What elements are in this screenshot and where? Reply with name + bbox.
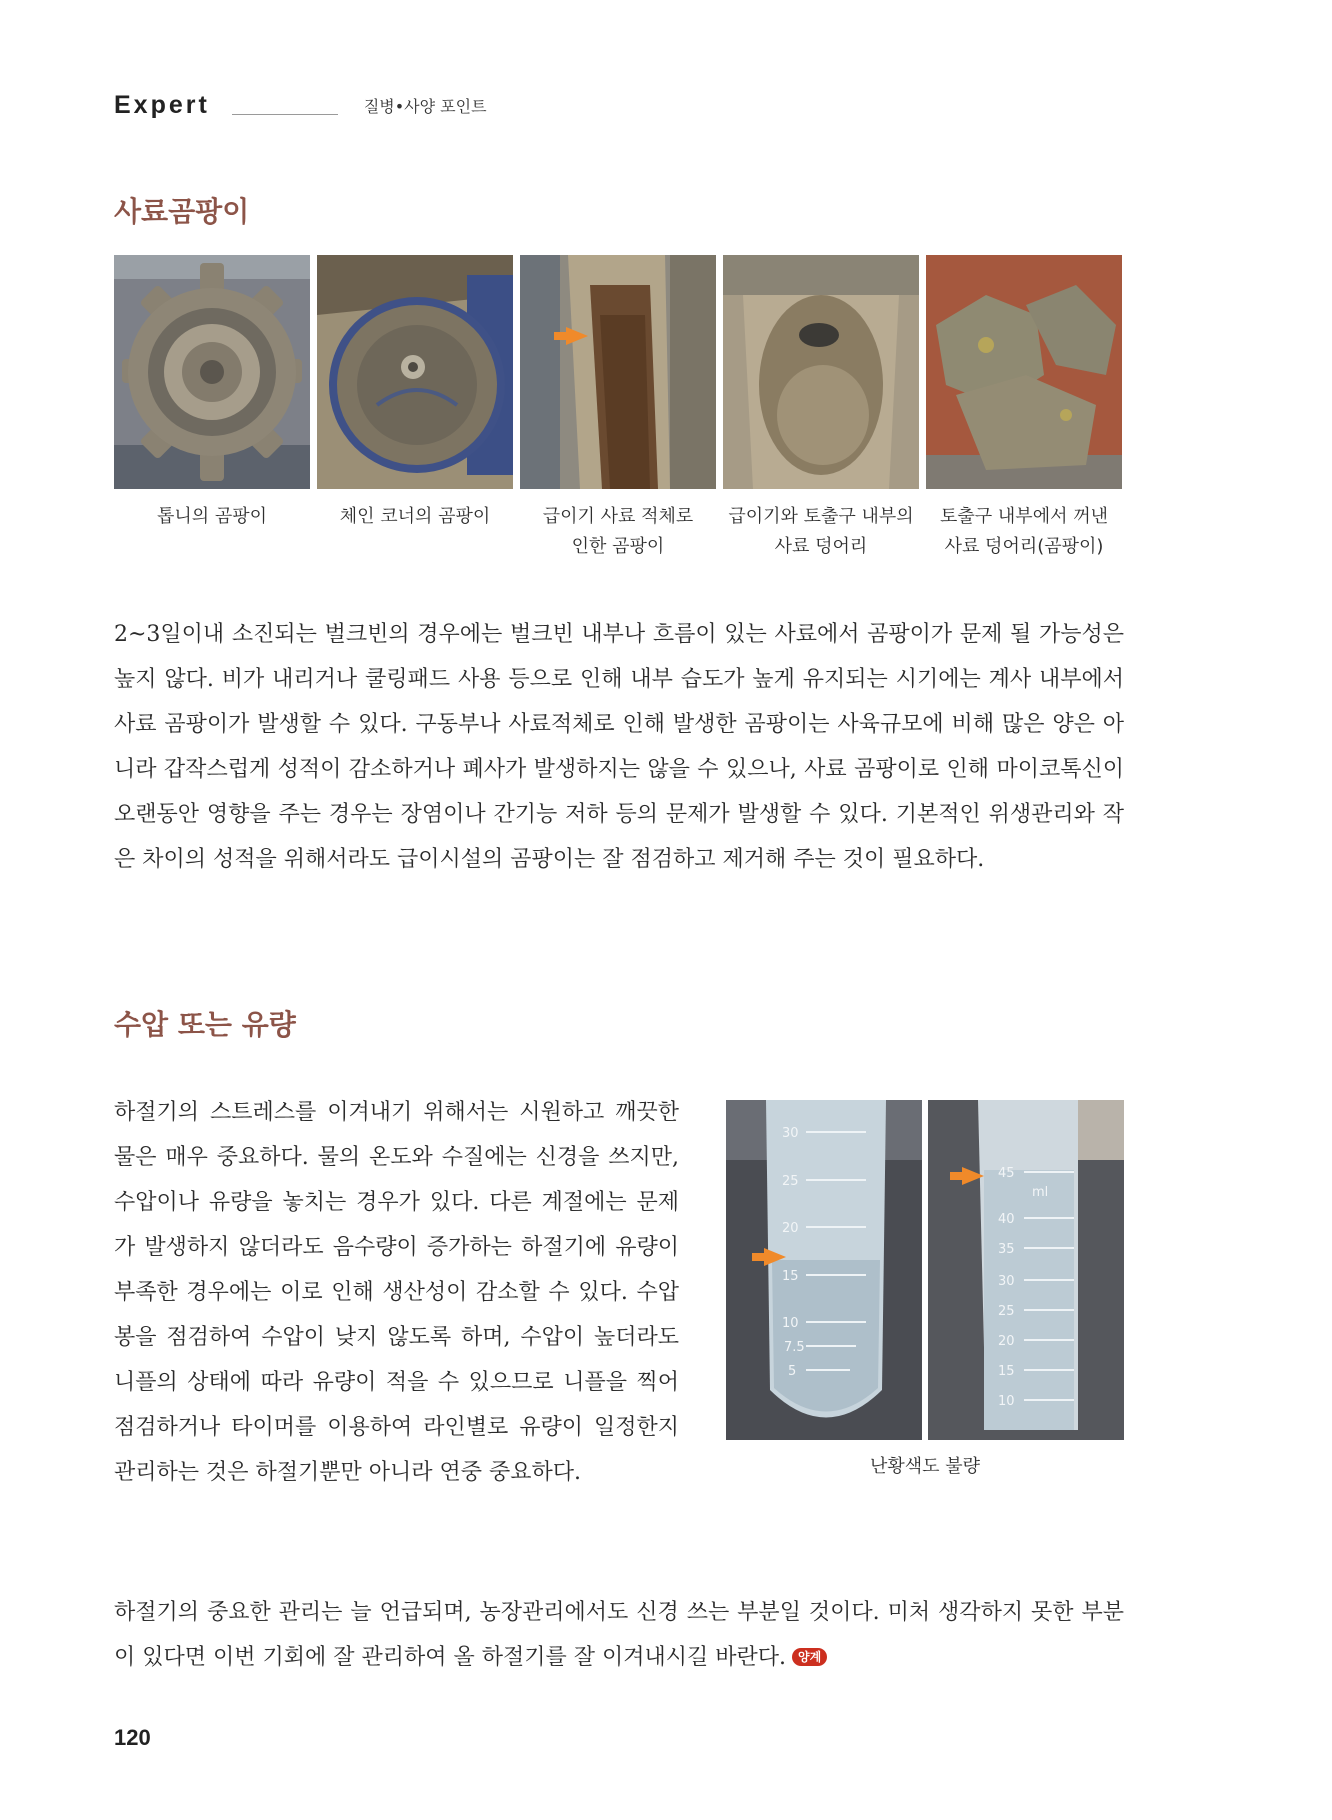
closing-paragraph: 하절기의 중요한 관리는 늘 언급되며, 농장관리에서도 신경 쓰는 부분일 것이다. 미처 생각하지 못한 부분이 있다면 이번 기회에 잘 관리하여 올 하절기를 잘 이겨내시길 바란다. 양계 (114, 1600, 1124, 1670)
photo-gear-mold (114, 255, 310, 489)
photo-caption: 톱니의 곰팡이 (156, 506, 268, 527)
tube-label: 15 (782, 1269, 799, 1284)
header-divider (232, 114, 338, 115)
tube-label: ml (1032, 1185, 1049, 1200)
header-section-label: 질병•사양 포인트 (363, 96, 487, 116)
orange-arrow-icon (764, 1248, 786, 1266)
orange-arrow-icon (566, 327, 588, 345)
measuring-tube-photos (726, 1100, 1124, 1440)
tube-label: 30 (998, 1274, 1015, 1289)
photo-measuring-tube-1 (726, 1100, 922, 1440)
tube-label: 15 (998, 1364, 1015, 1379)
photo-chain-corner-mold (317, 255, 513, 489)
magazine-logo-badge: 양계 (792, 1648, 827, 1666)
page-number: 120 (114, 1725, 151, 1750)
tube-label: 25 (998, 1304, 1015, 1319)
tube-label: 30 (782, 1126, 799, 1141)
photo-feeder-accumulation-mold (520, 255, 716, 489)
tube-label: 45 (998, 1166, 1015, 1181)
photo-outlet-interior-lump (723, 255, 919, 489)
section-title-water-pressure: 수압 또는 유량 (114, 1008, 296, 1041)
photo-captions (114, 502, 1124, 562)
orange-arrow-icon (962, 1167, 984, 1185)
photo-moldy-feed-lumps (926, 255, 1122, 489)
tube-label: 35 (998, 1242, 1015, 1257)
tube-label: 20 (782, 1221, 799, 1236)
water-pressure-paragraph: 하절기의 스트레스를 이겨내기 위해서는 시원하고 깨끗한 물은 매우 중요하다. 물의 온도와 수질에는 신경을 쓰지만, 수압이나 유량을 놓치는 경우가 있다. 다른 계절에는 문제가 발생하지 않더라도 음수량이 증가하는 하절기에 유량이 부족한 경우에는 이로 인해 생산성이 감소할 수 있다. 수압봉을 점검하여 수압이 낮지 않도록 하며, 수압이 높더라도 니플의 상태에 따라 유량이 적을 수 있으므로 니플을 찍어 점검하거나 타이머를 이용하여 라인별로 유량이 일정한지 관리하는 것은 하절기뿐만 아니라 연중 중요하다. (114, 1100, 679, 1485)
photo-caption: 급이기 사료 적체로 인한 곰팡이 (542, 506, 694, 557)
tube-label: 40 (998, 1212, 1015, 1227)
tube-label: 7.5 (784, 1340, 805, 1355)
photo-caption: 체인 코너의 곰팡이 (339, 506, 491, 527)
tube-photo-caption: 난황색도 불량 (869, 1456, 981, 1477)
magazine-brand: Expert (114, 90, 210, 119)
section-title-feed-mold: 사료곰팡이 (114, 195, 250, 228)
tube-label: 5 (788, 1364, 797, 1379)
mold-photo-row (114, 255, 1124, 489)
photo-measuring-tube-2 (928, 1100, 1124, 1440)
tube-label: 25 (782, 1174, 799, 1189)
page-header (114, 90, 487, 120)
tube-label: 10 (998, 1394, 1015, 1409)
photo-caption: 급이기와 토출구 내부의 사료 덩어리 (728, 506, 914, 557)
tube-label: 20 (998, 1334, 1015, 1349)
tube-label: 10 (782, 1316, 799, 1331)
feed-mold-paragraph: 2~3일이내 소진되는 벌크빈의 경우에는 벌크빈 내부나 흐름이 있는 사료에서 곰팡이가 문제 될 가능성은 높지 않다. 비가 내리거나 쿨링패드 사용 등으로 인해 내부 습도가 높게 유지되는 시기에는 계사 내부에서 사료 곰팡이가 발생할 수 있다. 구동부나 사료적체로 인해 발생한 곰팡이는 사육규모에 비해 많은 양은 아니라 갑작스럽게 성적이 감소하거나 폐사가 발생하지는 않을 수 있으나, 사료 곰팡이로 인해 마이코톡신이 오랜동안 영향을 주는 경우는 장염이나 간기능 저하 등의 문제가 발생할 수 있다. 기본적인 위생관리와 작은 차이의 성적을 위해서라도 급이시설의 곰팡이는 잘 점검하고 제거해 주는 것이 필요하다. (114, 622, 1124, 872)
photo-caption: 토출구 내부에서 꺼낸 사료 덩어리(곰팡이) (940, 506, 1108, 557)
